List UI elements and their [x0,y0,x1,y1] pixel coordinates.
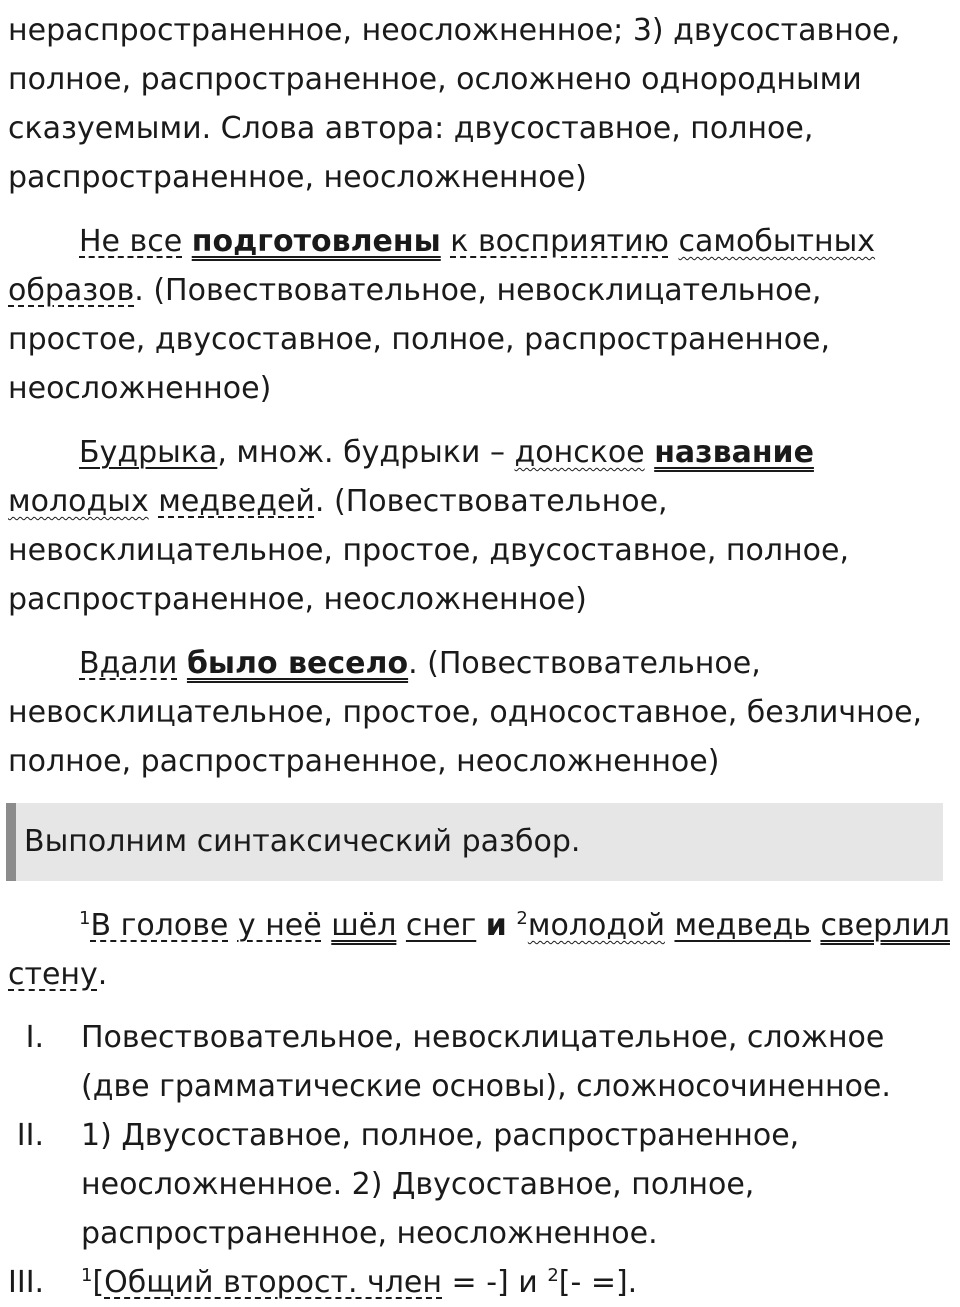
conjunction-text: и [485,908,507,943]
subject-text: Будрыка [79,435,218,470]
circumstance-text: Не все [79,224,183,259]
clause-number: 2 [516,908,528,929]
sentence-characteristics: . (Повествовательное, невосклицательное, простое, двусоставное, полное, распространенное, неосложненное) [8,273,831,406]
object-text: к восприятию [450,224,669,259]
list-text: Повествовательное, невосклицательное, сложное (две грамматические основы), сложносочиненное. [81,1020,891,1104]
list-item [8,1111,952,1258]
sentence-characteristics: . (Повествовательное, невосклицательное, простое, односоставное, безличное, полное, распространенное, неосложненное) [8,646,923,779]
sentence-characteristics: . (Повествовательное, невосклицательное, простое, двусоставное, полное, распространенное, неосложненное) [8,484,850,617]
clause-number: 2 [547,1265,559,1286]
object-text: образов [8,273,135,308]
predicate-text: сверлил [820,908,950,943]
plain-text: . [97,957,108,992]
plain-text: , множ. будрыки – [217,435,515,470]
predicate-text: подготовлены [191,224,441,259]
list-item [8,1013,952,1111]
paragraph-sentence-3 [8,639,952,786]
scheme-text [81,1265,637,1300]
circumstance-text: Вдали [79,646,178,681]
attribute-text: молодой [527,908,665,943]
complex-sentence [8,901,952,999]
clause-number: 1 [79,908,91,929]
callout-box: Выполним синтаксический разбор. [6,803,943,881]
attribute-text: донское [514,435,645,470]
subject-text: снег [405,908,477,943]
list-number: III. [8,1265,45,1300]
circumstance-text: В голове [90,908,229,943]
subject-text: медведь [674,908,811,943]
document-page [8,6,952,1307]
list-text: 1) Двусоставное, полное, распространенное, неосложненное. 2) Двусоставное, полное, распространенное, неосложненное. [81,1118,800,1251]
scheme-rest: [- =]. [558,1265,638,1300]
clause-number: 1 [81,1265,93,1286]
object-text: медведей [158,484,315,519]
object-text: стену [8,957,98,992]
predicate-text: шёл [331,908,397,943]
list-number: II. [16,1118,44,1153]
analysis-list [8,1013,952,1307]
circumstance-text: у неё [237,908,322,943]
attribute-text: молодых [8,484,149,519]
paragraph-analysis-end: нераспространенное, неосложненное; 3) двусоставное, полное, распространенное, осложнено однородными сказуемыми. Слова автора: двусоставное, полное, распространенное, неосложненное) [8,13,901,195]
list-number: I. [25,1020,44,1055]
scheme-rest: = -] и [442,1265,548,1300]
paragraph-sentence-2 [8,428,952,624]
predicate-text: название [654,435,814,470]
list-item [8,1258,952,1307]
bracket-text: [ [92,1265,105,1300]
attribute-text: самобытных [678,224,876,259]
object-text: Общий второст. член [104,1265,442,1300]
predicate-text: было весело [186,646,409,681]
paragraph-sentence-1 [8,217,952,413]
